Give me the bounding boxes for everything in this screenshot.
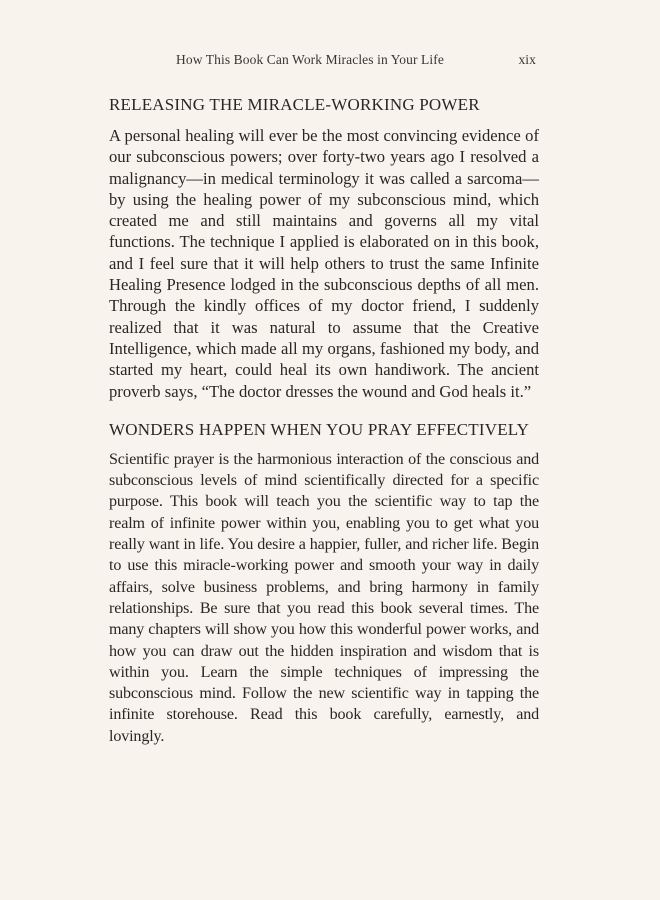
running-title: How This Book Can Work Miracles in Your Life xyxy=(176,52,444,67)
section-paragraph: A personal healing will ever be the most convincing evidence of our subconscious powers; over forty-two years ago I resolved a malignancy—in medical terminology it was called a sarcoma—by using the healing power of my subconscious mind, which created me and still maintains and governs all my vital functions. The technique I applied is elaborated on in this book, and I feel sure that it will help others to trust the same Infinite Healing Presence lodged in the subconscious depths of all men. Through the kindly offices of my doctor friend, I suddenly realized that it was natural to assume that the Creative Intelligence, which made all my organs, fashioned my body, and started my heart, could heal its own handiwork. The ancient proverb says, “The doctor dresses the wound and God heals it.” xyxy=(109,126,539,401)
running-header xyxy=(176,52,536,68)
section-paragraph: Scientific prayer is the harmonious interaction of the conscious and subconscious levels of mind scientifically directed for a specific purpose. This book will teach you the scientific way to tap the realm of infinite power within you, enabling you to get what you really want in life. You desire a happier, fuller, and richer life. Begin to use this miracle-working power and smooth your way in daily affairs, solve business problems, and bring harmony in family relationships. Be sure that you read this book several times. The many chapters will show you how this wonderful power works, and how you can draw out the hidden inspiration and wisdom that is within you. Learn the simple techniques of impressing the subconscious mind. Follow the new scientific way in tapping the infinite storehouse. Read this book carefully, earnestly, and lovingly. xyxy=(109,450,539,745)
section-heading: WONDERS HAPPEN WHEN YOU PRAY EFFECTIVELY xyxy=(109,419,530,439)
section-heading: RELEASING THE MIRACLE-WORKING POWER xyxy=(109,95,480,114)
section-releasing-power xyxy=(109,94,539,402)
page-body xyxy=(109,90,539,747)
section-wonders-happen xyxy=(109,419,539,747)
page-number: xix xyxy=(518,52,536,67)
